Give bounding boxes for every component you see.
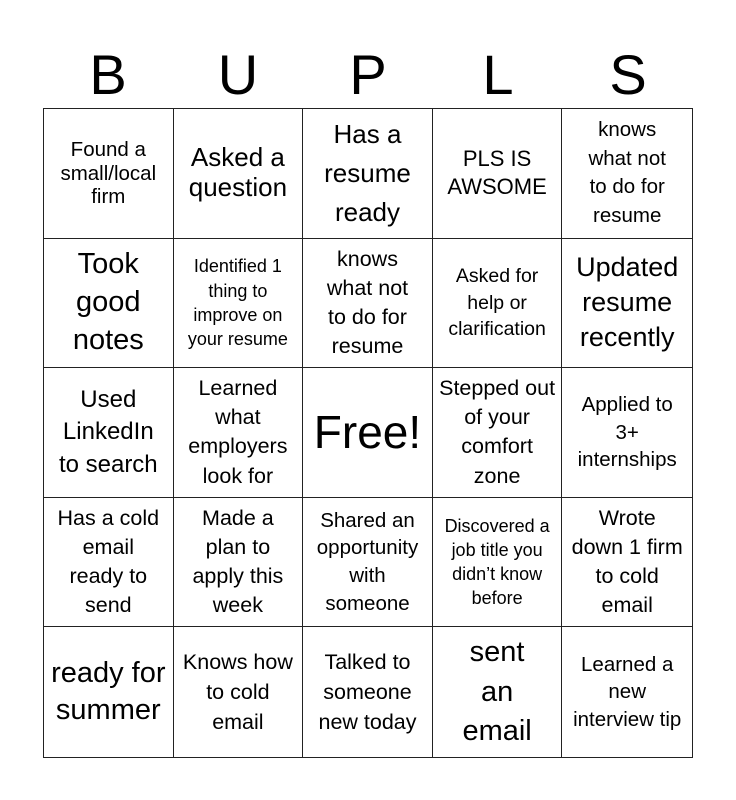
cell-text: Stepped out of your comfort zone xyxy=(439,376,556,488)
cell-text: Asked for help or clarification xyxy=(448,265,546,341)
bingo-cell-r2c5[interactable] xyxy=(562,239,692,369)
bingo-cell-r5c1[interactable] xyxy=(44,627,174,757)
bingo-cell-r2c3[interactable] xyxy=(303,239,433,369)
bingo-header xyxy=(43,42,693,108)
bingo-cell-r4c5[interactable] xyxy=(562,498,692,628)
cell-text: Has a cold email ready to send xyxy=(57,506,160,618)
cell-text: Knows how to cold email xyxy=(182,650,293,735)
cell-text: Wrote down 1 firm to cold email xyxy=(571,506,683,618)
bingo-cell-r2c4[interactable] xyxy=(433,239,563,369)
cell-text: Identified 1 thing to improve on your resume xyxy=(187,256,288,350)
cell-text: Took good notes xyxy=(72,248,144,356)
cell-text: Asked a question xyxy=(188,142,288,203)
cell-text: Shared an opportunity with someone xyxy=(316,508,419,615)
bingo-cell-r2c1[interactable] xyxy=(44,239,174,369)
cell-text: Made a plan to apply this week xyxy=(192,506,284,618)
bingo-cell-r5c4[interactable] xyxy=(433,627,563,757)
header-letter-l: L xyxy=(482,43,514,106)
bingo-cell-r1c5[interactable] xyxy=(562,109,692,239)
header-letter-b: B xyxy=(89,43,127,106)
cell-text: Talked to someone new today xyxy=(318,650,417,735)
bingo-cell-r4c2[interactable] xyxy=(174,498,304,628)
bingo-cell-r3c1[interactable] xyxy=(44,368,174,498)
bingo-cell-r1c4[interactable] xyxy=(433,109,563,239)
bingo-cell-r5c3[interactable] xyxy=(303,627,433,757)
free-space-text: Free! xyxy=(313,406,422,459)
cell-text: Used LinkedIn to search xyxy=(58,385,158,478)
bingo-cell-r5c2[interactable] xyxy=(174,627,304,757)
cell-text: Applied to 3+ internships xyxy=(577,392,677,472)
header-letter-p: P xyxy=(349,43,387,106)
cell-text: Learned what employers look for xyxy=(188,376,288,488)
bingo-cell-r4c4[interactable] xyxy=(433,498,563,628)
bingo-board xyxy=(43,108,693,758)
bingo-cell-r4c3[interactable] xyxy=(303,498,433,628)
cell-text: Updated resume recently xyxy=(576,252,679,353)
bingo-cell-r4c1[interactable] xyxy=(44,498,174,628)
bingo-cell-r1c3[interactable] xyxy=(303,109,433,239)
bingo-cell-r3c5[interactable] xyxy=(562,368,692,498)
bingo-cell-r2c2[interactable] xyxy=(174,239,304,369)
bingo-cell-free[interactable] xyxy=(303,368,433,498)
cell-text: knows what not to do for resume xyxy=(326,246,409,358)
cell-text: Has a resume ready xyxy=(324,118,411,227)
cell-text: Learned a new interview tip xyxy=(573,652,682,732)
header-letter-u: U xyxy=(217,43,259,106)
bingo-cell-r3c2[interactable] xyxy=(174,368,304,498)
cell-text: PLS IS AWSOME xyxy=(447,145,547,200)
cell-text: Found a small/local firm xyxy=(60,137,157,209)
cell-text: sent an email xyxy=(462,636,532,747)
bingo-cell-r3c4[interactable] xyxy=(433,368,563,498)
cell-text: Discovered a job title you didn’t know before xyxy=(444,515,550,609)
cell-text: knows what not to do for resume xyxy=(588,117,666,227)
bingo-cell-r1c1[interactable] xyxy=(44,109,174,239)
bingo-cell-r1c2[interactable] xyxy=(174,109,304,239)
cell-text: ready for summer xyxy=(51,656,166,727)
header-letter-s: S xyxy=(609,43,647,106)
bingo-cell-r5c5[interactable] xyxy=(562,627,692,757)
